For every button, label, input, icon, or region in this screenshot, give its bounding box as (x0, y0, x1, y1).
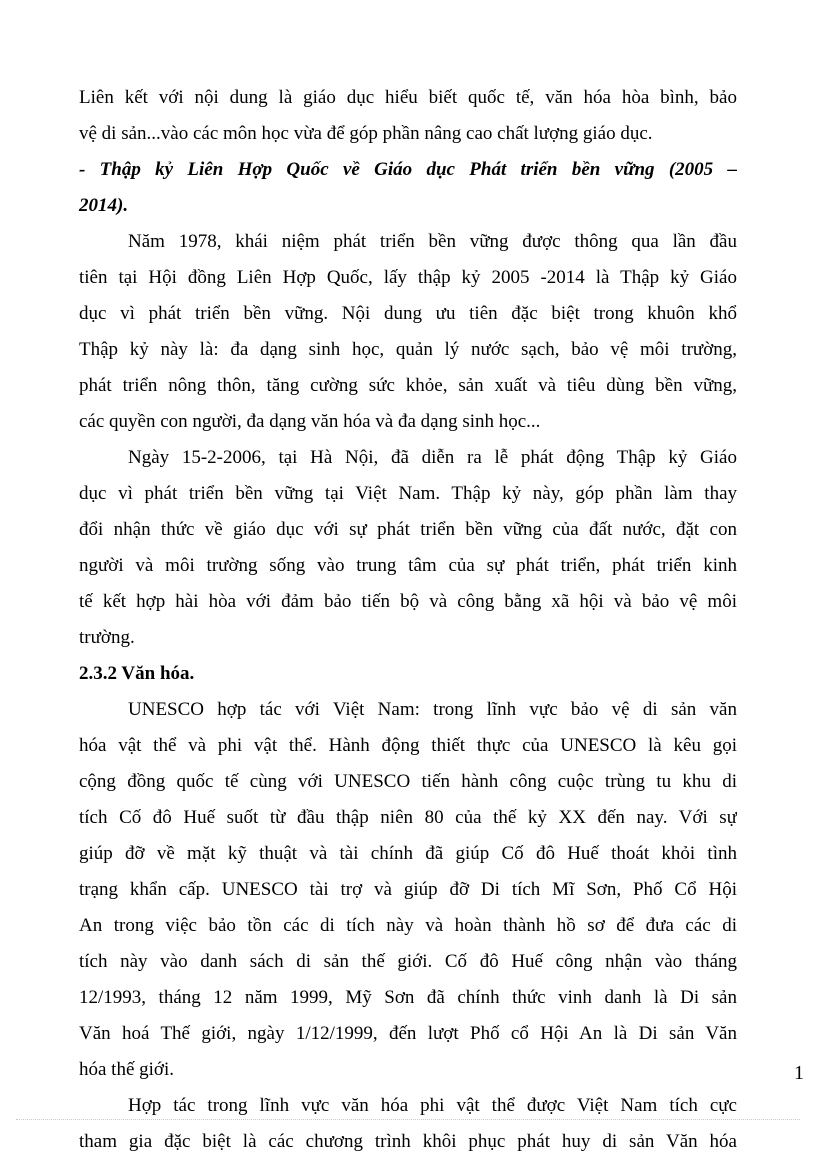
text-line: Năm 1978, khái niệm phát triển bền vững được thông qua lần đầu (128, 231, 737, 252)
text-line: UNESCO hợp tác với Việt Nam: trong lĩnh vực bảo vệ di sản văn (128, 699, 737, 720)
text-line: vệ di sản...vào các môn học vừa để góp phần nâng cao chất lượng giáo dục. (79, 123, 653, 144)
text-line: tham gia đặc biệt là các chương trình khôi phục phát huy di sản Văn hóa (79, 1131, 737, 1152)
text-line: dục vì phát triển bền vững tại Việt Nam. Thập kỷ này, góp phần làm thay (79, 483, 737, 504)
subheading-line: - Thập kỷ Liên Hợp Quốc về Giáo dục Phát triển bền vững (2005 – (79, 159, 737, 180)
text-line: hóa thế giới. (79, 1059, 174, 1080)
text-line: Thập kỷ này là: đa dạng sinh học, quản lý nước sạch, bảo vệ môi trường, (79, 339, 737, 360)
text-line: tích này vào danh sách di sản thế giới. Cố đô Huế công nhận vào tháng (79, 951, 737, 972)
text-line: trường. (79, 627, 135, 648)
text-line: An trong việc bảo tồn các di tích này và hoàn thành hồ sơ để đưa các di (79, 915, 737, 936)
text-line: hóa vật thể và phi vật thể. Hành động thiết thực của UNESCO là kêu gọi (79, 735, 737, 756)
text-line: cộng đồng quốc tế cùng với UNESCO tiến hành công cuộc trùng tu khu di (79, 771, 737, 792)
text-line: giúp đỡ về mặt kỹ thuật và tài chính đã giúp Cố đô Huế thoát khỏi tình (79, 843, 737, 864)
text-line: 12/1993, tháng 12 năm 1999, Mỹ Sơn đã chính thức vinh danh là Di sản (79, 987, 737, 1008)
text-line: Hợp tác trong lĩnh vực văn hóa phi vật thể được Việt Nam tích cực (128, 1095, 737, 1116)
text-line: các quyền con người, đa dạng văn hóa và đa dạng sinh học... (79, 411, 541, 432)
text-line: đổi nhận thức về giáo dục với sự phát triển bền vững của đất nước, đặt con (79, 519, 737, 540)
text-line: dục vì phát triển bền vững. Nội dung ưu tiên đặc biệt trong khuôn khổ (79, 303, 737, 324)
text-line: Liên kết với nội dung là giáo dục hiểu biết quốc tế, văn hóa hòa bình, bảo (79, 87, 737, 108)
text-line: trạng khẩn cấp. UNESCO tài trợ và giúp đỡ Di tích Mĩ Sơn, Phố Cổ Hội (79, 879, 737, 900)
text-line: phát triển nông thôn, tăng cường sức khỏe, sản xuất và tiêu dùng bền vững, (79, 375, 737, 396)
page-number: 1 (794, 1062, 804, 1084)
subheading-line: 2014). (79, 195, 129, 216)
section-heading: 2.3.2 Văn hóa. (79, 663, 195, 684)
text-line: tích Cố đô Huế suốt từ đầu thập niên 80 của thế kỷ XX đến nay. Với sự (79, 807, 737, 828)
document-body (79, 80, 737, 1160)
text-line: Văn hoá Thế giới, ngày 1/12/1999, đến lượt Phố cổ Hội An là Di sản Văn (79, 1023, 737, 1044)
text-line: tế kết hợp hài hòa với đảm bảo tiến bộ và công bằng xã hội và bảo vệ môi (79, 591, 737, 612)
text-line: người và môi trường sống vào trung tâm của sự phát triển, phát triển kinh (79, 555, 737, 576)
text-line: Ngày 15-2-2006, tại Hà Nội, đã diễn ra lễ phát động Thập kỷ Giáo (128, 447, 737, 468)
text-line: tiên tại Hội đồng Liên Hợp Quốc, lấy thập kỷ 2005 -2014 là Thập kỷ Giáo (79, 267, 737, 288)
page-divider (16, 1119, 800, 1120)
